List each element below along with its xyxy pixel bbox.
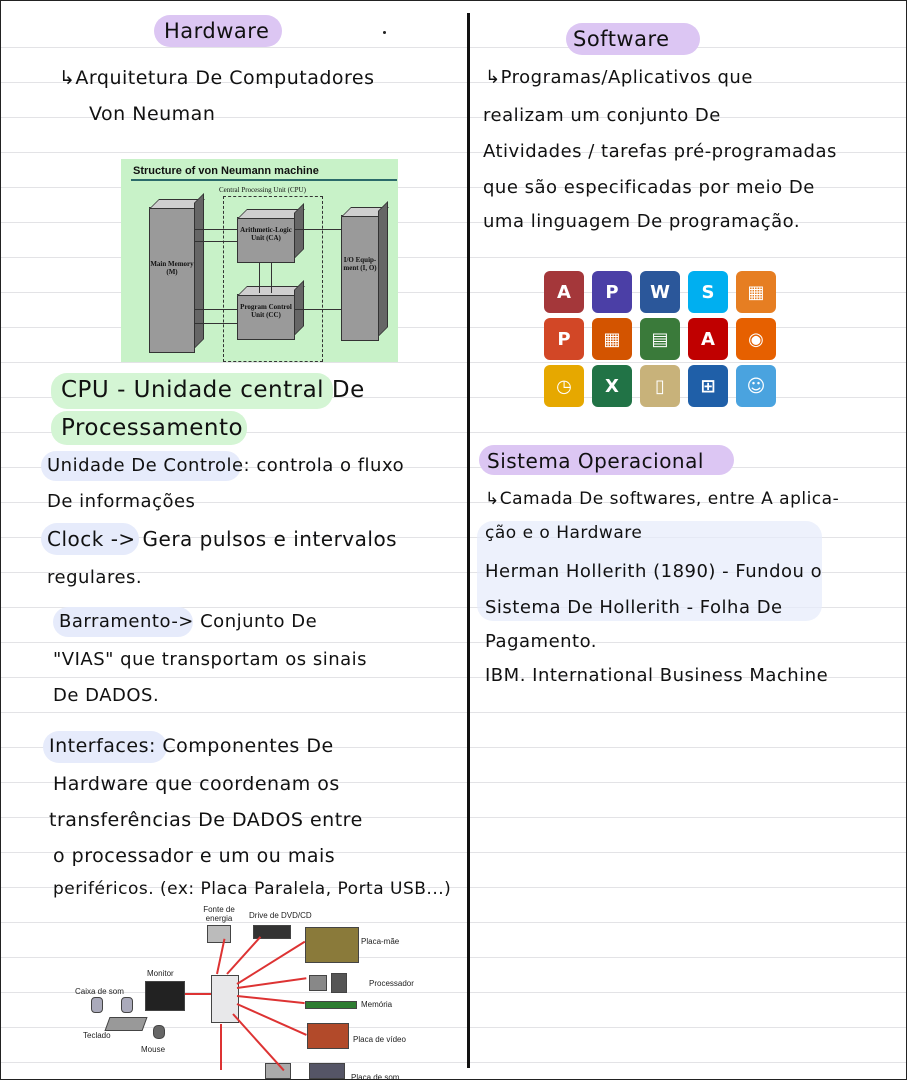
arrow-to-monitor — [185, 993, 211, 995]
processor-icon — [309, 975, 327, 991]
arrow-to-processor — [237, 977, 307, 989]
outlook-icon: ◷ — [544, 365, 584, 407]
arrow-memory-alu-top — [195, 229, 237, 230]
main-memory-box — [149, 207, 195, 353]
software-line-1: ↳Programas/Aplicativos que — [485, 67, 753, 88]
cpu-heading-line2: Processamento — [61, 415, 244, 441]
motherboard-icon — [305, 927, 359, 963]
excel-icon: X — [592, 365, 632, 407]
monitor-label: Monitor — [147, 969, 174, 978]
office-icon: ▦ — [736, 271, 776, 313]
alu-label: Arithmetic-Logic Unit (CA) — [240, 226, 292, 242]
os-line-6: IBM. International Business Machine — [485, 665, 829, 686]
arrow-to-power-supply — [216, 939, 225, 975]
acrobat-icon: A — [688, 318, 728, 360]
vias-line: "VIAS" que transportam os sinais — [53, 649, 368, 670]
software-title: Software — [573, 27, 670, 51]
placa-video-label: Placa de vídeo — [353, 1035, 406, 1044]
alu-box — [237, 217, 295, 263]
processador-line: o processador e um ou mais — [53, 845, 336, 867]
software-line-4: que são especificadas por meio De — [483, 177, 815, 198]
pcu-box — [237, 294, 295, 340]
power-supply-icon — [207, 925, 231, 943]
memoria-label: Memória — [361, 1000, 393, 1009]
monitor-icon — [145, 981, 185, 1011]
office-logo-icon: ▦ — [592, 318, 632, 360]
interfaces-line: Interfaces: Componentes De — [49, 735, 334, 757]
memory-icon — [305, 1001, 357, 1009]
arrow-alu-io — [295, 229, 341, 230]
io-box — [341, 215, 379, 341]
barramento-line: Barramento-> Conjunto De — [59, 611, 318, 632]
publisher-icon: P — [592, 271, 632, 313]
vn-cpu-label: Central Processing Unit (CPU) — [219, 186, 306, 194]
arrow-alu-pcu-left — [259, 263, 260, 293]
arrow-alu-pcu-right — [271, 263, 272, 293]
von-neumann-diagram — [121, 159, 398, 362]
folder-icon: ▯ — [640, 365, 680, 407]
speaker-left-icon — [91, 997, 103, 1013]
sound-card-icon — [309, 1063, 345, 1079]
messenger-icon: ☺ — [736, 365, 776, 407]
fonte-energia-label: Fonte de energia — [203, 905, 235, 923]
os-line-4: Sistema De Hollerith - Folha De — [485, 597, 783, 618]
arrow-down — [220, 1024, 222, 1070]
vn-diagram-title: Structure of von Neumann machine — [133, 165, 319, 177]
software-icons-grid — [544, 271, 794, 413]
arrow-pcu-io — [295, 309, 341, 310]
dados-line: De DADOS. — [53, 685, 160, 706]
regulares-line: regulares. — [47, 567, 143, 588]
io-label: I/O Equip-ment (I, O) — [343, 256, 377, 272]
os-line-2: ção e o Hardware — [485, 523, 643, 543]
arquitetura-line: ↳Arquitetura De Computadores — [59, 67, 375, 89]
software-line-2: realizam um conjunto De — [483, 105, 721, 126]
access-icon: A — [544, 271, 584, 313]
software-line-3: Atividades / tarefas pré-programadas — [483, 141, 837, 162]
cooler-icon — [331, 973, 347, 993]
column-divider — [467, 13, 470, 1068]
os-title: Sistema Operacional — [487, 449, 704, 473]
project-icon: ▤ — [640, 318, 680, 360]
speaker-right-icon — [121, 997, 133, 1013]
hardware-coordenam-line: Hardware que coordenam os — [53, 773, 340, 795]
dvd-label: Drive de DVD/CD — [249, 911, 312, 920]
placa-som-label: Placa de som — [351, 1073, 400, 1080]
skype-icon: S — [688, 271, 728, 313]
processador-label: Processador — [369, 979, 414, 988]
caixa-som-label: Caixa de som — [75, 987, 124, 996]
powerpoint-icon: P — [544, 318, 584, 360]
arrow-memory-pcu-bottom — [195, 323, 237, 324]
cpu-heading-line1: CPU - Unidade central De — [61, 377, 365, 403]
informacoes-line: De informações — [47, 491, 196, 512]
vn-title-underline — [131, 179, 397, 181]
os-line-3: Herman Hollerith (1890) - Fundou o — [485, 561, 823, 582]
firefox-icon: ◉ — [736, 318, 776, 360]
unidade-controle-line: Unidade De Controle: controla o fluxo — [47, 455, 405, 476]
von-neuman-line: Von Neuman — [89, 103, 216, 125]
windows-icon: ⊞ — [688, 365, 728, 407]
arrow-memory-alu-bottom — [195, 241, 237, 242]
os-line-1: ↳Camada De softwares, entre A aplica- — [485, 489, 840, 509]
teclado-label: Teclado — [83, 1031, 111, 1040]
word-icon: W — [640, 271, 680, 313]
perifericos-line: periféricos. (ex: Placa Paralela, Porta USB...) — [53, 879, 452, 899]
mouse-icon — [153, 1025, 165, 1039]
software-line-5: uma linguagem De programação. — [483, 211, 801, 232]
keyboard-icon — [104, 1017, 147, 1031]
transferencias-line: transferências De DADOS entre — [49, 809, 363, 831]
video-card-icon — [307, 1023, 349, 1049]
arrow-to-memory — [237, 995, 305, 1004]
arrow-memory-pcu-top — [195, 309, 237, 310]
ink-dot — [383, 31, 386, 34]
hardware-components-diagram — [69, 903, 429, 1079]
main-memory-label: Main Memory (M) — [150, 260, 194, 276]
hardware-title: Hardware — [164, 19, 270, 43]
arrow-to-dvd — [226, 936, 261, 974]
placa-mae-label: Placa-mãe — [361, 937, 400, 946]
os-line-5: Pagamento. — [485, 631, 598, 652]
mouse-label: Mouse — [141, 1045, 166, 1054]
clock-line: Clock -> Gera pulsos e intervalos — [47, 527, 398, 551]
pcu-label: Program Control Unit (CC) — [240, 303, 292, 319]
